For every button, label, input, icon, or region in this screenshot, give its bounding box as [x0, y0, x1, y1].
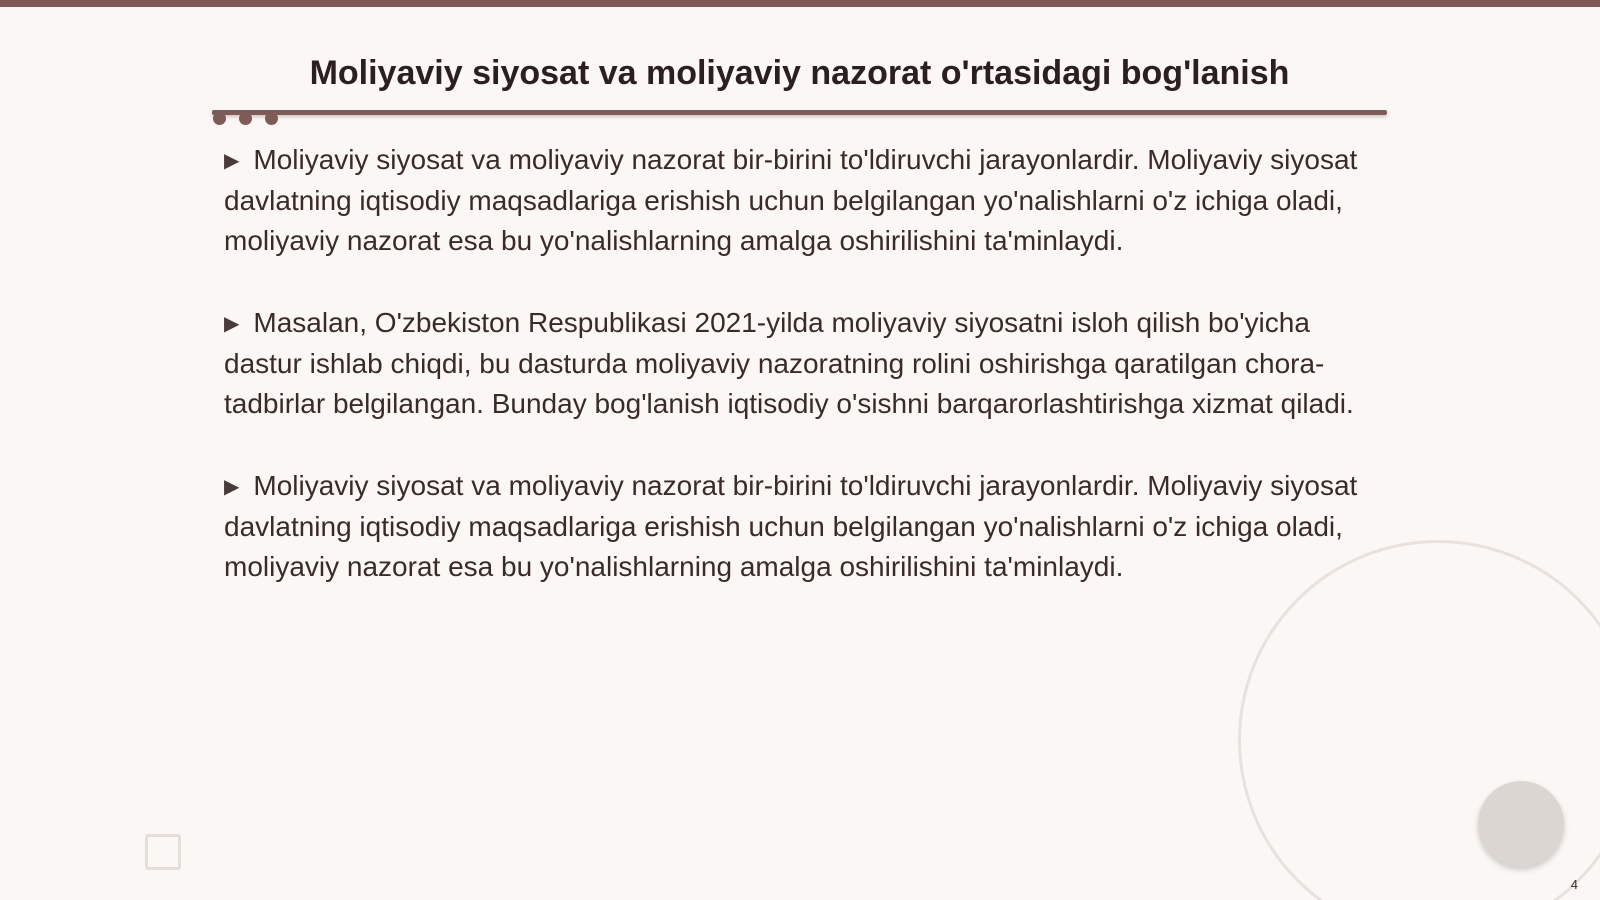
bullet-item-1 [224, 140, 1384, 261]
title-underline [212, 110, 1387, 115]
slide-title: Moliyaviy siyosat va moliyaviy nazorat o'rtasidagi bog'lanish [309, 54, 1290, 92]
page-number: 4 [1570, 877, 1578, 892]
top-accent-bar [0, 0, 1600, 7]
decorative-dot-1 [213, 112, 226, 125]
bullet-arrow-icon: ▶ [224, 313, 240, 335]
bullet-item-2 [224, 303, 1384, 424]
bullet-text-3: Moliyaviy siyosat va moliyaviy nazorat bir-birini to'ldiruvchi jarayonlardir. Moliyaviy siyosat davlatning iqtisodiy maqsadlariga erishish uchun belgilangan yo'nalishlarni o'z ichiga oladi, moliyaviy nazorat esa bu yo'nalishlarning amalga oshirilishini ta'minlaydi. [224, 470, 1358, 582]
bullet-item-3 [224, 466, 1384, 587]
decorative-dot-2 [239, 112, 252, 125]
decorative-dot-3 [265, 112, 278, 125]
decorative-square [145, 834, 181, 870]
bullet-text-2: Masalan, O'zbekiston Respublikasi 2021-yilda moliyaviy siyosatni isloh qilish bo'yicha dastur ishlab chiqdi, bu dasturda moliyaviy nazoratning rolini oshirishga qaratilgan chora-tadbirlar belgilangan. Bunday bog'lanish iqtisodiy o'sishni barqarorlashtirishga xizmat qiladi. [224, 307, 1354, 419]
decorative-circle-filled [1478, 781, 1564, 867]
bullet-list [224, 140, 1384, 629]
bullet-arrow-icon: ▶ [224, 476, 240, 498]
bullet-text-1: Moliyaviy siyosat va moliyaviy nazorat bir-birini to'ldiruvchi jarayonlardir. Moliyaviy siyosat davlatning iqtisodiy maqsadlariga erishish uchun belgilangan yo'nalishlarni o'z ichiga oladi, moliyaviy nazorat esa bu yo'nalishlarning amalga oshirilishini ta'minlaydi. [224, 144, 1358, 256]
bullet-arrow-icon: ▶ [224, 150, 240, 172]
